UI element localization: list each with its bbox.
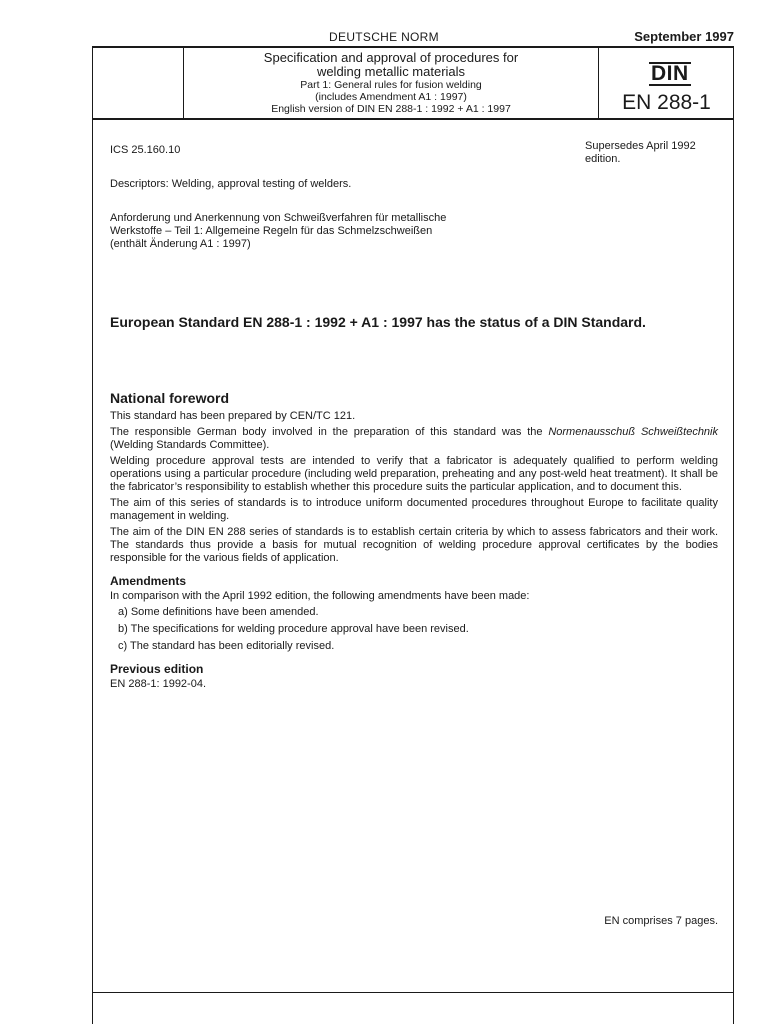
foreword-text: (Welding Standards Committee).	[110, 439, 270, 451]
ics-code: ICS 25.160.10	[110, 144, 181, 156]
supersedes-note	[585, 140, 725, 166]
amendments-intro: In comparison with the April 1992 edition, the following amendments have been made:	[110, 590, 530, 602]
foreword-paragraph	[110, 426, 718, 452]
foreword-paragraph: The aim of this series of standards is to introduce uniform documented procedures throughout Europe to facilitate quality management in welding.	[110, 497, 718, 522]
previous-edition-heading: Previous edition	[110, 662, 204, 676]
previous-edition-text: EN 288-1: 1992-04.	[110, 678, 207, 690]
page-count-note: EN comprises 7 pages.	[604, 915, 718, 927]
title-line-2: welding metallic materials	[316, 64, 466, 79]
standard-number: EN 288-1	[622, 91, 711, 114]
german-title-line-3: (enthält Änderung A1 : 1997)	[110, 238, 251, 250]
publication-date: September 1997	[634, 29, 734, 44]
page-frame-left	[92, 120, 93, 1024]
english-version-note: English version of DIN EN 288-1 : 1992 + A1 : 1997	[271, 103, 511, 115]
descriptors: Descriptors: Welding, approval testing of welders.	[110, 178, 352, 190]
amendment-item: a) Some definitions have been amended.	[118, 606, 319, 618]
document-title	[184, 51, 598, 115]
foreword-paragraph: Welding procedure approval tests are intended to verify that a fabricator is adequately qualified to perform welding operations using a particular procedure (including weld preparation, preheating and any post-weld heat treatment). It shall be the fabricator’s responsibility to establish whether this procedure suits the particular application, and to document this.	[110, 455, 718, 493]
title-block	[92, 46, 734, 120]
foreword-paragraph: The aim of the DIN EN 288 series of standards is to establish certain criteria by which to assess fabricators and their work. The standards thus provide a basis for mutual recognition of welding procedure approval certificates by the bodies responsible for the various fields of application.	[110, 526, 718, 564]
page-frame-footer-rule	[92, 992, 734, 993]
foreword-body	[110, 410, 718, 694]
foreword-text: The responsible German body involved in the preparation of this standard was the	[110, 426, 549, 438]
status-statement: European Standard EN 288-1 : 1992 + A1 : 1997 has the status of a DIN Standard.	[110, 314, 646, 330]
amendment-item: c) The standard has been editorially revised.	[118, 640, 335, 652]
amendment-item: b) The specifications for welding procedure approval have been revised.	[118, 623, 469, 635]
german-title	[110, 212, 590, 251]
supersedes-line-1: Supersedes April 1992	[585, 140, 696, 152]
din-logo: DIN	[651, 62, 689, 85]
german-title-line-1: Anforderung und Anerkennung von Schweißverfahren für metallische	[110, 212, 447, 224]
title-line-1: Specification and approval of procedures for	[263, 50, 519, 65]
amendments-heading: Amendments	[110, 574, 187, 588]
amendment-note: (includes Amendment A1 : 1997)	[315, 91, 467, 103]
part-title: Part 1: General rules for fusion welding	[300, 79, 482, 91]
committee-name: Normenausschuß Schweißtechnik	[548, 426, 718, 438]
page-frame-right	[733, 120, 734, 1024]
national-foreword-heading: National foreword	[110, 390, 230, 406]
foreword-paragraph: This standard has been prepared by CEN/TC 121.	[110, 410, 356, 422]
supersedes-line-2: edition.	[585, 153, 621, 165]
german-title-line-2: Werkstoffe – Teil 1: Allgemeine Regeln für das Schmelzschweißen	[110, 225, 433, 237]
document-type-label: DEUTSCHE NORM	[329, 30, 439, 44]
